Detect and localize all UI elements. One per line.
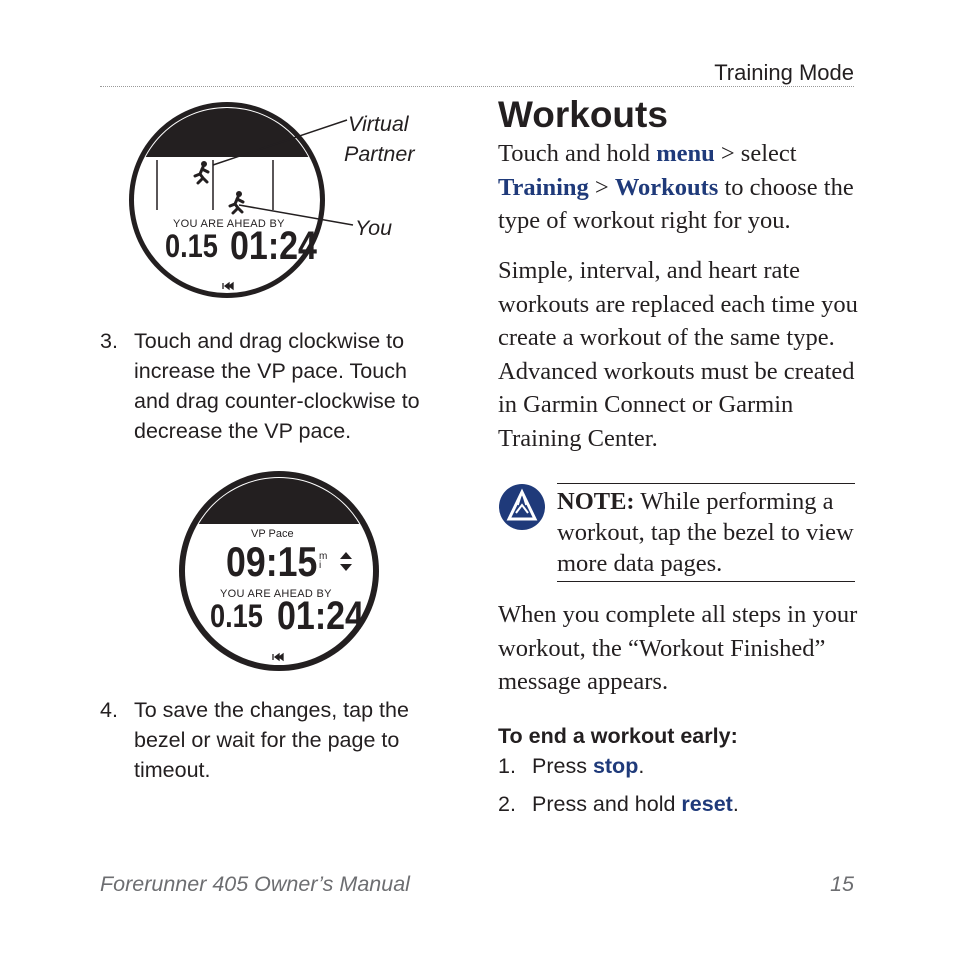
menu-key: menu — [656, 140, 715, 167]
watch2-pace: 09:15 — [226, 538, 318, 585]
procedure-heading: To end a workout early: — [498, 724, 738, 748]
workouts-menu-item: Workouts — [614, 173, 719, 201]
step-4 — [100, 695, 430, 790]
header-divider — [100, 86, 854, 87]
step-text: To save the changes, tap the bezel or wait for the page to timeout. — [134, 698, 409, 782]
step-text: Touch and drag clockwise to increase the VP pace. Touch and drag counter-clockwise to decrease the VP pace. — [134, 329, 420, 443]
watch2-status: YOU ARE AHEAD BY — [220, 588, 332, 600]
callout-virtual-partner: Virtual — [348, 112, 409, 136]
footer-manual-title: Forerunner 405 Owner’s Manual — [100, 872, 410, 896]
running-header: Training Mode — [714, 60, 854, 85]
step-number: 4. — [100, 698, 118, 722]
watch2-distance: 0.15 — [210, 598, 263, 634]
reset-key: reset — [681, 792, 733, 816]
end-step-1: 1. Press stop. — [498, 754, 645, 778]
training-menu-item: Training — [498, 173, 589, 201]
stop-key: stop — [592, 754, 639, 778]
watch2-label: VP Pace — [251, 528, 294, 540]
callout-virtual-partner-2: Partner — [344, 142, 415, 166]
watch1-status: YOU ARE AHEAD BY — [173, 218, 285, 230]
watch2-pace-unit: mi — [319, 551, 328, 571]
callout-you: You — [355, 216, 393, 240]
footer-page-number: 15 — [830, 872, 854, 896]
watch-figure-vp-pace — [176, 468, 382, 674]
step-number: 3. — [100, 329, 118, 353]
workouts-paragraph-2: Simple, interval, and heart rate workouts are replaced each time you create a workout of the same type. Advanced workouts must be created in Garmin Connect or Garmin Training Center. — [498, 257, 858, 452]
note-label: NOTE: — [557, 488, 635, 515]
note-text: NOTE: While performing a workout, tap the bezel to view more data pages. — [557, 488, 854, 577]
note-icon — [498, 483, 546, 531]
watch1-distance: 0.15 — [165, 228, 218, 264]
workouts-intro: Touch and hold menu > select Training > Workouts to choose the type of workout right for you. — [498, 140, 854, 234]
section-title: Workouts — [498, 94, 668, 135]
watch2-time: 01:24 — [277, 594, 364, 638]
workouts-paragraph-3: When you complete all steps in your workout, the “Workout Finished” message appears. — [498, 601, 858, 695]
note-bottom-rule — [557, 581, 855, 582]
end-step-2: 2. Press and hold reset. — [498, 792, 739, 816]
note-top-rule — [557, 483, 855, 484]
watch1-time: 01:24 — [230, 224, 317, 268]
step-3 — [100, 326, 430, 451]
